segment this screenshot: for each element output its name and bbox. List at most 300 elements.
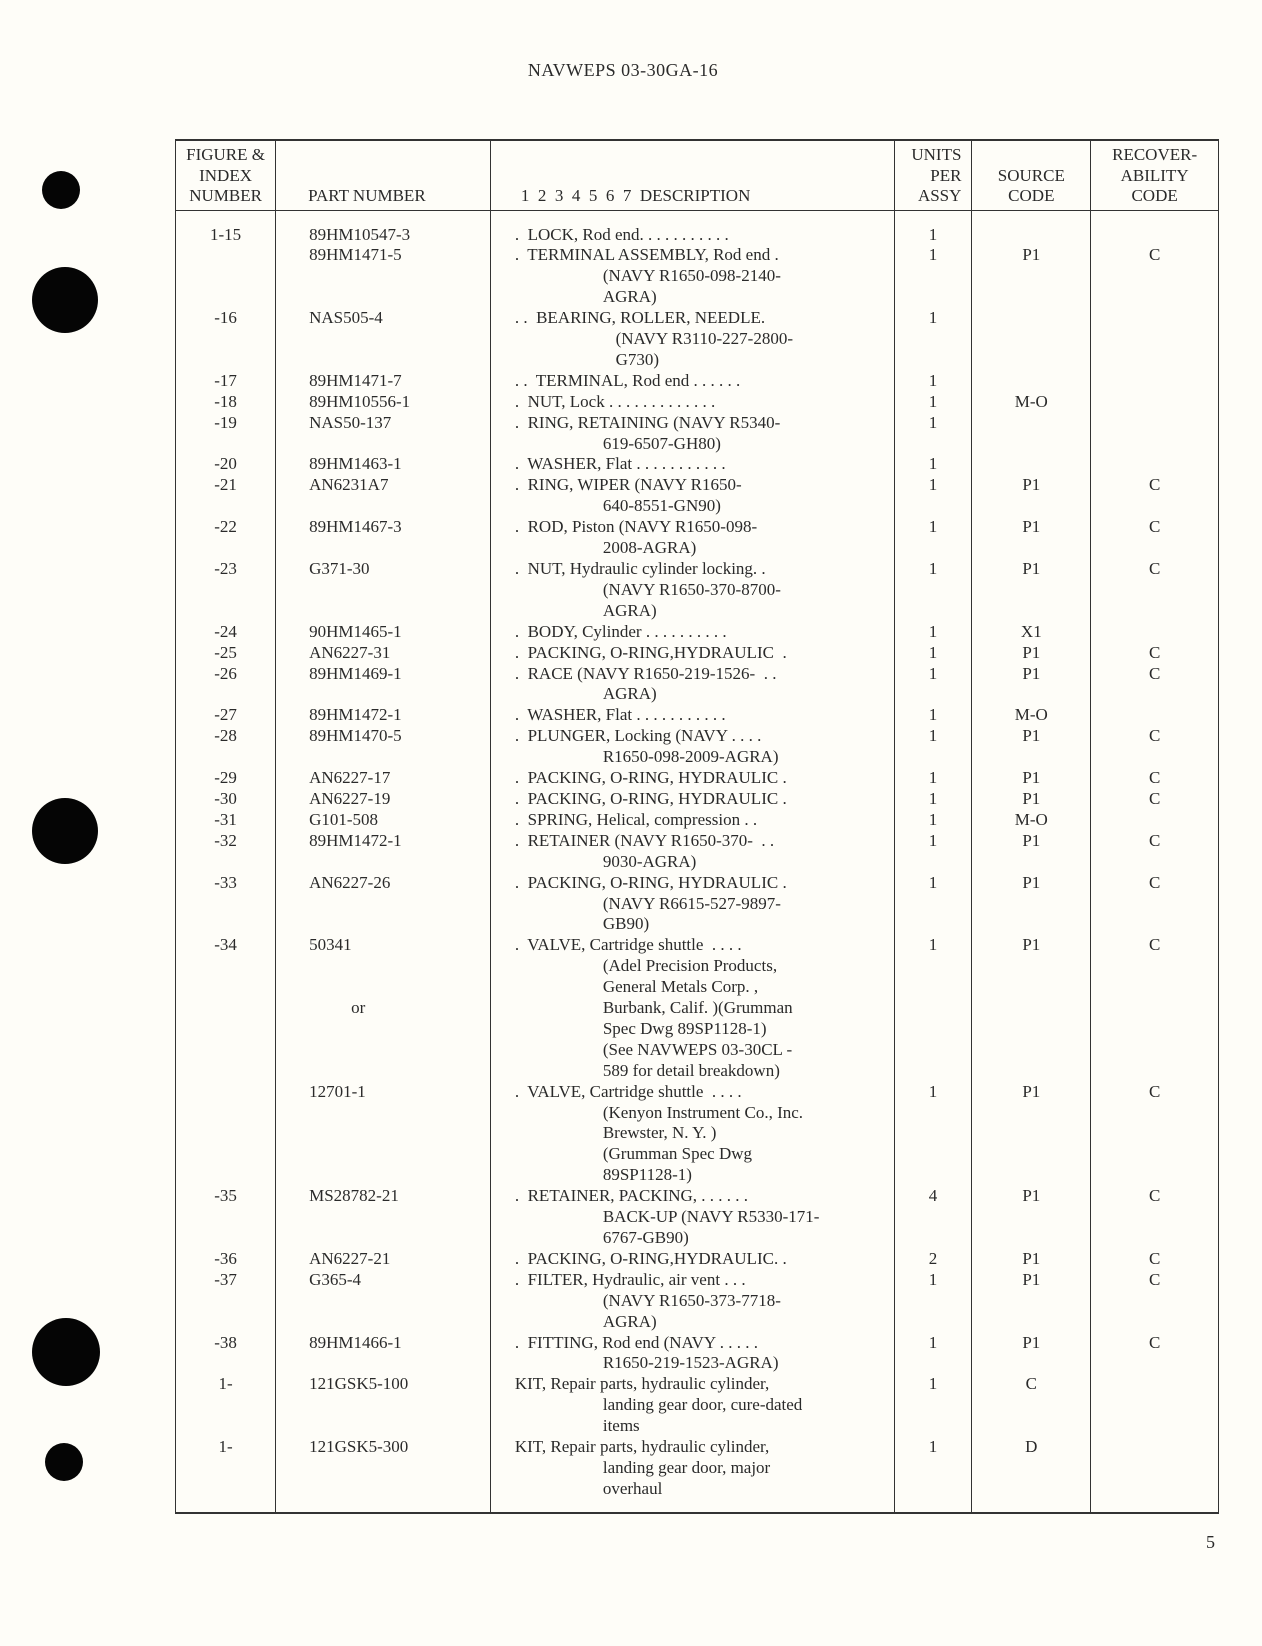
- part-number: AN6227-26: [309, 872, 391, 892]
- table-row: [176, 475, 1219, 517]
- part-number: MS28782-21: [309, 1186, 399, 1206]
- description-text: . SPRING, Helical, compression . .: [514, 809, 758, 829]
- description-cell: [490, 726, 894, 768]
- part-number: AN6227-19: [309, 788, 391, 808]
- source-code-cell: [972, 454, 1091, 475]
- units-per-assy-cell: 1: [894, 413, 972, 455]
- source-code-cell: [972, 210, 1091, 245]
- recoverability-code-cell: [1091, 371, 1219, 392]
- units-per-assy-cell: 1: [894, 1437, 972, 1513]
- description-text: . FITTING, Rod end (NAVY . . . . .: [514, 1332, 759, 1352]
- part-number-cell: [276, 810, 491, 831]
- table-row: [176, 517, 1219, 559]
- part-number-cell: [276, 1082, 491, 1187]
- part-number-cell: [276, 413, 491, 455]
- table-row: [176, 831, 1219, 873]
- figure-index-cell: -29: [176, 768, 276, 789]
- source-code-cell: M-O: [972, 705, 1091, 726]
- description-text: . . BEARING, ROLLER, NEEDLE.: [514, 308, 766, 328]
- recoverability-code-cell: [1091, 413, 1219, 455]
- description-cell: [490, 210, 894, 245]
- source-code-cell: P1: [972, 643, 1091, 664]
- header-part-number: PART NUMBER: [276, 140, 491, 210]
- description-continuation: (Adel Precision Products,: [602, 956, 778, 976]
- table-row: [176, 1270, 1219, 1333]
- description-cell: [490, 371, 894, 392]
- table-row: [176, 643, 1219, 664]
- description-cell: [490, 664, 894, 706]
- source-code-cell: X1: [972, 622, 1091, 643]
- description-continuation: G730): [602, 349, 660, 369]
- recoverability-code-cell: [1091, 1437, 1219, 1513]
- description-continuation: landing gear door, cure-dated: [602, 1395, 803, 1415]
- part-number: NAS50-137: [309, 412, 392, 432]
- part-number-cell: [276, 664, 491, 706]
- part-number-cell: [276, 1270, 491, 1333]
- description-text: . . TERMINAL, Rod end . . . . . .: [514, 370, 741, 390]
- recoverability-code-cell: C: [1091, 245, 1219, 308]
- part-number: NAS505-4: [309, 308, 383, 328]
- figure-index-cell: -20: [176, 454, 276, 475]
- description-text: . PACKING, O-RING,HYDRAULIC. .: [514, 1248, 787, 1268]
- recoverability-code-cell: C: [1091, 1333, 1219, 1375]
- figure-index-cell: -35: [176, 1186, 276, 1249]
- table-row: [176, 935, 1219, 1081]
- document-number: NAVWEPS 03-30GA-16: [527, 60, 719, 80]
- source-code-cell: P1: [972, 1270, 1091, 1333]
- figure-index-cell: -32: [176, 831, 276, 873]
- parts-list-body: [176, 210, 1219, 1513]
- recoverability-code-cell: C: [1091, 873, 1219, 936]
- figure-index-cell: -34: [176, 935, 276, 1081]
- units-per-assy-cell: 1: [894, 622, 972, 643]
- part-number: 89HM1472-1: [309, 830, 402, 850]
- description-cell: [490, 1374, 894, 1437]
- part-number-cell: [276, 559, 491, 622]
- table-row: [176, 810, 1219, 831]
- units-per-assy-cell: 1: [894, 935, 972, 1081]
- recoverability-code-cell: C: [1091, 831, 1219, 873]
- description-cell: [490, 1082, 894, 1187]
- figure-index-cell: -27: [176, 705, 276, 726]
- description-text: . PACKING, O-RING, HYDRAULIC .: [514, 768, 787, 788]
- source-code-cell: P1: [972, 1186, 1091, 1249]
- part-number-cell: [276, 454, 491, 475]
- alternate-part-label: or: [351, 998, 366, 1018]
- binder-hole: [32, 798, 98, 864]
- part-number-cell: [276, 1186, 491, 1249]
- figure-index-cell: 1-15: [176, 210, 276, 245]
- description-text: . FILTER, Hydraulic, air vent . . .: [514, 1269, 746, 1289]
- description-cell: [490, 873, 894, 936]
- units-per-assy-cell: 1: [894, 454, 972, 475]
- recoverability-code-cell: [1091, 308, 1219, 371]
- description-continuation: Burbank, Calif. )(Grumman: [602, 998, 793, 1018]
- units-per-assy-cell: 1: [894, 517, 972, 559]
- table-row: [176, 245, 1219, 308]
- part-number: 89HM1469-1: [309, 663, 402, 683]
- description-cell: [490, 1249, 894, 1270]
- description-text: KIT, Repair parts, hydraulic cylinder,: [514, 1374, 770, 1394]
- source-code-cell: P1: [972, 789, 1091, 810]
- part-number: 89HM1471-5: [309, 245, 402, 265]
- recoverability-code-cell: C: [1091, 1186, 1219, 1249]
- binder-hole: [42, 171, 80, 209]
- description-continuation: (NAVY R6615-527-9897-: [602, 893, 781, 913]
- table-row: [176, 768, 1219, 789]
- units-per-assy-cell: 1: [894, 308, 972, 371]
- recoverability-code-cell: [1091, 454, 1219, 475]
- description-text: . VALVE, Cartridge shuttle . . . .: [514, 935, 742, 955]
- part-number: 89HM1472-1: [309, 705, 402, 725]
- part-number-cell: [276, 517, 491, 559]
- source-code-cell: C: [972, 1374, 1091, 1437]
- part-number-cell: [276, 1249, 491, 1270]
- description-cell: [490, 454, 894, 475]
- units-per-assy-cell: 1: [894, 705, 972, 726]
- table-row: [176, 392, 1219, 413]
- recoverability-code-cell: C: [1091, 517, 1219, 559]
- description-cell: [490, 622, 894, 643]
- description-cell: [490, 1270, 894, 1333]
- part-number-cell: [276, 475, 491, 517]
- figure-index-cell: 1-: [176, 1374, 276, 1437]
- figure-index-cell: -30: [176, 789, 276, 810]
- description-cell: [490, 517, 894, 559]
- recoverability-code-cell: C: [1091, 789, 1219, 810]
- source-code-cell: P1: [972, 831, 1091, 873]
- table-row: [176, 622, 1219, 643]
- page-number: 5: [1206, 1532, 1215, 1552]
- units-per-assy-cell: 1: [894, 559, 972, 622]
- description-continuation: 6767-GB90): [602, 1228, 689, 1247]
- source-code-cell: P1: [972, 559, 1091, 622]
- description-continuation: R1650-098-2009-AGRA): [602, 747, 779, 767]
- source-code-cell: [972, 308, 1091, 371]
- source-code-cell: M-O: [972, 810, 1091, 831]
- description-cell: [490, 643, 894, 664]
- part-number: AN6227-21: [309, 1248, 391, 1268]
- part-number: 89HM1466-1: [309, 1332, 402, 1352]
- description-cell: [490, 831, 894, 873]
- source-code-cell: P1: [972, 1082, 1091, 1187]
- recoverability-code-cell: C: [1091, 475, 1219, 517]
- part-number-cell: [276, 392, 491, 413]
- part-number-cell: [276, 308, 491, 371]
- part-number-cell: [276, 622, 491, 643]
- figure-index-cell: -18: [176, 392, 276, 413]
- description-continuation: (Kenyon Instrument Co., Inc.: [602, 1102, 804, 1122]
- recoverability-code-cell: C: [1091, 1270, 1219, 1333]
- description-text: . RING, WIPER (NAVY R1650-: [514, 475, 742, 495]
- part-number: 12701-1: [309, 1081, 366, 1101]
- units-per-assy-cell: 1: [894, 768, 972, 789]
- source-code-cell: P1: [972, 1333, 1091, 1375]
- figure-index-cell: -23: [176, 559, 276, 622]
- description-text: . PACKING, O-RING, HYDRAULIC .: [514, 872, 787, 892]
- part-number-cell: [276, 768, 491, 789]
- description-continuation: items: [602, 1416, 640, 1436]
- figure-index-cell: [176, 1082, 276, 1187]
- description-text: KIT, Repair parts, hydraulic cylinder,: [514, 1437, 770, 1457]
- header-recoverability-code: RECOVER- ABILITY CODE: [1091, 140, 1219, 210]
- description-cell: [490, 1437, 894, 1513]
- part-number: 89HM1471-7: [309, 370, 402, 390]
- description-text: . RING, RETAINING (NAVY R5340-: [514, 412, 781, 432]
- units-per-assy-cell: 1: [894, 789, 972, 810]
- part-number: 89HM10547-3: [309, 224, 411, 244]
- source-code-cell: P1: [972, 475, 1091, 517]
- description-text: . NUT, Hydraulic cylinder locking. .: [514, 559, 766, 578]
- binder-hole: [45, 1443, 83, 1481]
- table-row: [176, 705, 1219, 726]
- description-cell: [490, 308, 894, 371]
- description-continuation: (NAVY R1650-370-8700-: [602, 579, 781, 599]
- description-continuation: landing gear door, major: [602, 1457, 771, 1477]
- table-row: [176, 873, 1219, 936]
- table-row: [176, 454, 1219, 475]
- description-text: . VALVE, Cartridge shuttle . . . .: [514, 1081, 742, 1101]
- figure-index-cell: -24: [176, 622, 276, 643]
- description-continuation: AGRA): [602, 287, 657, 307]
- units-per-assy-cell: 1: [894, 371, 972, 392]
- units-per-assy-cell: 1: [894, 475, 972, 517]
- binder-hole: [32, 267, 98, 333]
- part-number: 89HM1463-1: [309, 454, 402, 474]
- part-number-cell: [276, 1333, 491, 1375]
- table-row: [176, 1082, 1219, 1187]
- source-code-cell: P1: [972, 873, 1091, 936]
- part-number: 121GSK5-100: [309, 1374, 409, 1394]
- figure-index-cell: 1-: [176, 1437, 276, 1513]
- part-number: 89HM1467-3: [309, 517, 402, 537]
- table-row: [176, 1333, 1219, 1375]
- header-description: 1 2 3 4 5 6 7 DESCRIPTION: [490, 140, 894, 210]
- part-number-cell: [276, 873, 491, 936]
- table-row: [176, 1249, 1219, 1270]
- description-continuation: Spec Dwg 89SP1128-1): [602, 1018, 767, 1038]
- description-text: . NUT, Lock . . . . . . . . . . . . .: [514, 391, 716, 411]
- recoverability-code-cell: [1091, 810, 1219, 831]
- table-row: [176, 1186, 1219, 1249]
- description-continuation: (See NAVWEPS 03-30CL -: [602, 1039, 793, 1059]
- part-number-cell: [276, 245, 491, 308]
- recoverability-code-cell: [1091, 210, 1219, 245]
- figure-index-cell: -22: [176, 517, 276, 559]
- figure-index-cell: -16: [176, 308, 276, 371]
- description-continuation: AGRA): [602, 684, 657, 704]
- units-per-assy-cell: 1: [894, 1333, 972, 1375]
- figure-index-cell: -26: [176, 664, 276, 706]
- table-row: [176, 664, 1219, 706]
- description-continuation: AGRA): [602, 1311, 657, 1331]
- recoverability-code-cell: C: [1091, 1082, 1219, 1187]
- figure-index-cell: -25: [176, 643, 276, 664]
- units-per-assy-cell: 1: [894, 726, 972, 768]
- table-row: [176, 210, 1219, 245]
- table-row: [176, 1437, 1219, 1513]
- part-number-cell: [276, 1374, 491, 1437]
- description-text: . WASHER, Flat . . . . . . . . . . .: [514, 705, 726, 725]
- figure-index-cell: -33: [176, 873, 276, 936]
- recoverability-code-cell: C: [1091, 559, 1219, 622]
- description-text: . PACKING, O-RING, HYDRAULIC .: [514, 788, 787, 808]
- description-continuation: 89SP1128-1): [602, 1165, 692, 1185]
- part-number: 90HM1465-1: [309, 621, 402, 641]
- table-header-row: [176, 140, 1219, 210]
- description-continuation: 9030-AGRA): [602, 851, 697, 871]
- source-code-cell: P1: [972, 935, 1091, 1081]
- table-row: [176, 371, 1219, 392]
- recoverability-code-cell: C: [1091, 935, 1219, 1081]
- part-number-cell: [276, 371, 491, 392]
- figure-index-cell: -17: [176, 371, 276, 392]
- description-continuation: 640-8551-GN90): [602, 496, 721, 516]
- units-per-assy-cell: 1: [894, 643, 972, 664]
- units-per-assy-cell: 1: [894, 831, 972, 873]
- description-text: . RETAINER (NAVY R1650-370- . .: [514, 830, 775, 850]
- units-per-assy-cell: 1: [894, 810, 972, 831]
- description-text: . WASHER, Flat . . . . . . . . . . .: [514, 454, 726, 474]
- description-continuation: (NAVY R1650-373-7718-: [602, 1290, 781, 1310]
- description-cell: [490, 768, 894, 789]
- source-code-cell: P1: [972, 517, 1091, 559]
- source-code-cell: P1: [972, 245, 1091, 308]
- description-text: . RACE (NAVY R1650-219-1526- . .: [514, 663, 777, 683]
- description-cell: [490, 475, 894, 517]
- part-number: AN6227-31: [309, 642, 391, 662]
- figure-index-cell: -37: [176, 1270, 276, 1333]
- part-number: 50341: [309, 935, 352, 955]
- part-number-cell: [276, 935, 491, 1081]
- header-source-code: SOURCE CODE: [972, 140, 1091, 210]
- recoverability-code-cell: [1091, 705, 1219, 726]
- units-per-assy-cell: 2: [894, 1249, 972, 1270]
- description-continuation: (Grumman Spec Dwg: [602, 1144, 753, 1164]
- part-number: 89HM10556-1: [309, 391, 411, 411]
- description-text: . BODY, Cylinder . . . . . . . . . .: [514, 621, 727, 641]
- description-cell: [490, 810, 894, 831]
- description-continuation: General Metals Corp. ,: [602, 977, 759, 997]
- part-number-cell: [276, 643, 491, 664]
- units-per-assy-cell: 4: [894, 1186, 972, 1249]
- part-number: G371-30: [309, 559, 370, 578]
- description-cell: [490, 1333, 894, 1375]
- units-per-assy-cell: 1: [894, 392, 972, 413]
- description-text: . ROD, Piston (NAVY R1650-098-: [514, 517, 758, 537]
- recoverability-code-cell: C: [1091, 664, 1219, 706]
- description-continuation: R1650-219-1523-AGRA): [602, 1353, 779, 1373]
- description-cell: [490, 413, 894, 455]
- part-number-cell: [276, 1437, 491, 1513]
- description-continuation: BACK-UP (NAVY R5330-171-: [602, 1207, 820, 1227]
- units-per-assy-cell: 1: [894, 873, 972, 936]
- figure-index-cell: -19: [176, 413, 276, 455]
- description-text: . LOCK, Rod end. . . . . . . . . . .: [514, 224, 729, 244]
- recoverability-code-cell: C: [1091, 726, 1219, 768]
- recoverability-code-cell: C: [1091, 643, 1219, 664]
- description-cell: [490, 245, 894, 308]
- binder-hole: [32, 1318, 100, 1386]
- source-code-cell: D: [972, 1437, 1091, 1513]
- table-row: [176, 789, 1219, 810]
- description-text: . RETAINER, PACKING, . . . . . .: [514, 1186, 749, 1206]
- recoverability-code-cell: C: [1091, 768, 1219, 789]
- part-number: 89HM1470-5: [309, 726, 402, 746]
- description-cell: [490, 789, 894, 810]
- description-text: . PACKING, O-RING,HYDRAULIC .: [514, 642, 787, 662]
- table-row: [176, 559, 1219, 622]
- description-continuation: 589 for detail breakdown): [602, 1060, 780, 1080]
- description-cell: [490, 559, 894, 622]
- description-continuation: AGRA): [602, 600, 657, 620]
- description-text: . TERMINAL ASSEMBLY, Rod end .: [514, 245, 779, 265]
- description-cell: [490, 392, 894, 413]
- source-code-cell: P1: [972, 768, 1091, 789]
- table-row: [176, 1374, 1219, 1437]
- figure-index-cell: [176, 245, 276, 308]
- recoverability-code-cell: [1091, 1374, 1219, 1437]
- description-cell: [490, 935, 894, 1081]
- source-code-cell: [972, 413, 1091, 455]
- recoverability-code-cell: [1091, 392, 1219, 413]
- part-number-cell: [276, 210, 491, 245]
- units-per-assy-cell: 1: [894, 1374, 972, 1437]
- description-text: . PLUNGER, Locking (NAVY . . . .: [514, 726, 762, 746]
- recoverability-code-cell: [1091, 622, 1219, 643]
- recoverability-code-cell: C: [1091, 1249, 1219, 1270]
- units-per-assy-cell: 1: [894, 245, 972, 308]
- header-figure-index-number: FIGURE & INDEX NUMBER: [176, 140, 276, 210]
- part-number-cell: [276, 789, 491, 810]
- description-cell: [490, 1186, 894, 1249]
- part-number-cell: [276, 831, 491, 873]
- units-per-assy-cell: 1: [894, 1082, 972, 1187]
- part-number: G101-508: [309, 809, 379, 829]
- table-row: [176, 726, 1219, 768]
- description-continuation: (NAVY R1650-098-2140-: [602, 266, 781, 286]
- description-continuation: overhaul: [602, 1478, 663, 1498]
- figure-index-cell: -28: [176, 726, 276, 768]
- description-continuation: (NAVY R3110-227-2800-: [602, 329, 793, 349]
- part-number: AN6231A7: [309, 475, 389, 495]
- part-number: AN6227-17: [309, 768, 391, 788]
- units-per-assy-cell: 1: [894, 210, 972, 245]
- table-row: [176, 308, 1219, 371]
- source-code-cell: M-O: [972, 392, 1091, 413]
- source-code-cell: P1: [972, 664, 1091, 706]
- part-number-cell: [276, 726, 491, 768]
- description-continuation: Brewster, N. Y. ): [602, 1123, 717, 1143]
- figure-index-cell: -21: [176, 475, 276, 517]
- part-number: G365-4: [309, 1269, 362, 1289]
- description-continuation: 619-6507-GH80): [602, 433, 721, 453]
- description-continuation: GB90): [602, 914, 650, 934]
- header-units-per-assy: UNITS PER ASSY: [894, 140, 972, 210]
- figure-index-cell: -36: [176, 1249, 276, 1270]
- description-cell: [490, 705, 894, 726]
- parts-list-table: [175, 139, 1219, 1514]
- description-continuation: 2008-AGRA): [602, 538, 697, 558]
- units-per-assy-cell: 1: [894, 664, 972, 706]
- source-code-cell: P1: [972, 726, 1091, 768]
- figure-index-cell: -38: [176, 1333, 276, 1375]
- units-per-assy-cell: 1: [894, 1270, 972, 1333]
- figure-index-cell: -31: [176, 810, 276, 831]
- source-code-cell: [972, 371, 1091, 392]
- part-number: 121GSK5-300: [309, 1437, 409, 1457]
- part-number-cell: [276, 705, 491, 726]
